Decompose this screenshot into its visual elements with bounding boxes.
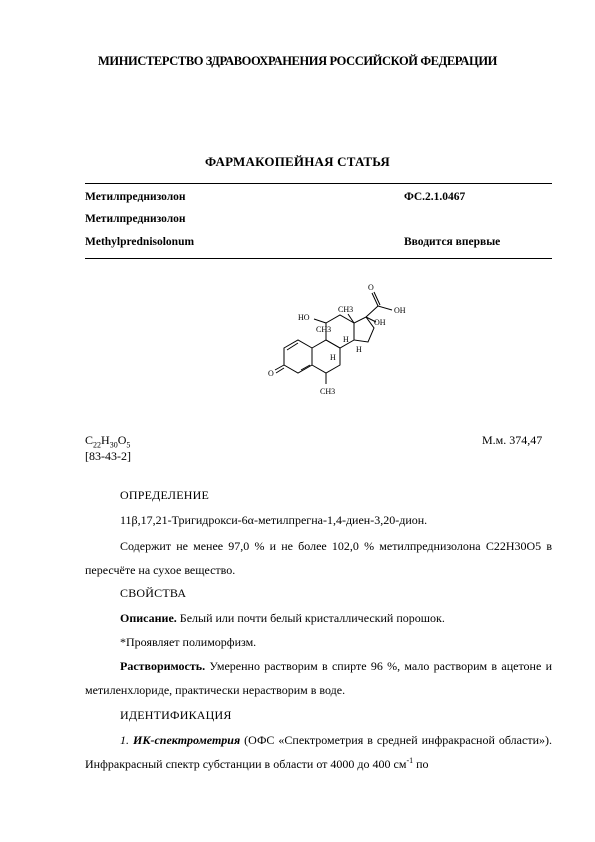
- label-ho: HO: [298, 313, 310, 322]
- structural-formula: [268, 270, 438, 420]
- name-ru-1: Метилпреднизолон: [85, 191, 186, 203]
- label-side-oh: OH: [394, 306, 406, 315]
- article-status: Вводится впервые: [404, 236, 501, 248]
- solubility-paragraph: Растворимость. Умеренно растворим в спирте 96 %, мало растворим в ацетоне и метиленхлориде, практически нерастворим в воде.: [85, 659, 552, 697]
- ring-b: [312, 340, 340, 373]
- label-h-b: H: [330, 353, 336, 362]
- ring-d: [354, 317, 374, 342]
- side-chain-bond: [366, 306, 378, 317]
- definition-heading: ОПРЕДЕЛЕНИЕ: [120, 488, 210, 502]
- ring-a: [284, 340, 312, 373]
- ministry-title: МИНИСТЕРСТВО ЗДРАВООХРАНЕНИЯ РОССИЙСКОЙ ФЕДЕРАЦИИ: [98, 54, 497, 68]
- molecular-weight: М.м. 374,47: [482, 433, 543, 447]
- polymorphism-note: *Проявляет полиморфизм.: [120, 635, 257, 649]
- ir-paragraph: 1. ИК-спектрометрия (ОФС «Спектрометрия в средней инфракрасной области»). Инфракрасный спектр субстанции в области от 4000 до 400 $см^{-1}$ по: [85, 733, 552, 771]
- side-chain-ch2: [378, 306, 392, 310]
- label-ketone-o: O: [368, 283, 374, 292]
- identification-heading: ИДЕНТИФИКАЦИЯ: [120, 708, 232, 722]
- label-ch3-top: CH3: [338, 305, 354, 314]
- content-formula: C22H30O5: [485, 539, 542, 553]
- definition-chemical-name: 11β,17,21-Тригидрокси-6α-метилпрегна-1,4-диен-3,20-дион.: [120, 513, 428, 527]
- name-ru-2: Метилпреднизолон: [85, 213, 186, 225]
- name-latin: Methylprednisolonum: [85, 236, 195, 248]
- structure-drawing: [268, 270, 438, 420]
- article-title: ФАРМАКОПЕЙНАЯ СТАТЬЯ: [205, 154, 390, 169]
- content-paragraph: Содержит не менее 97,0 % и не более 102,0 % метилпреднизолона C22H30O5 в пересчёте на сухое вещество.: [85, 539, 553, 577]
- label-h-c: H: [356, 345, 362, 354]
- header-bottom-rule: [85, 258, 552, 259]
- ring-a-double-bond: [287, 343, 298, 350]
- label-ch3-mid: CH3: [316, 325, 332, 334]
- cas-number: [83-43-2]: [85, 449, 131, 463]
- label-ch3-bottom: CH3: [320, 387, 336, 396]
- article-code: ФС.2.1.0467: [404, 191, 466, 203]
- description-paragraph: Описание. Белый или почти белый кристаллический порошок.: [120, 611, 445, 625]
- label-oh-17: OH: [374, 318, 386, 327]
- molecular-formula: $C_{22}H_{30}O_5$: [85, 433, 131, 450]
- label-h-a: H: [343, 335, 349, 344]
- label-ketone-o-left: O: [268, 369, 274, 378]
- hydroxy-11-bond: [314, 319, 326, 323]
- properties-heading: СВОЙСТВА: [120, 586, 187, 600]
- header-top-rule: [85, 183, 552, 184]
